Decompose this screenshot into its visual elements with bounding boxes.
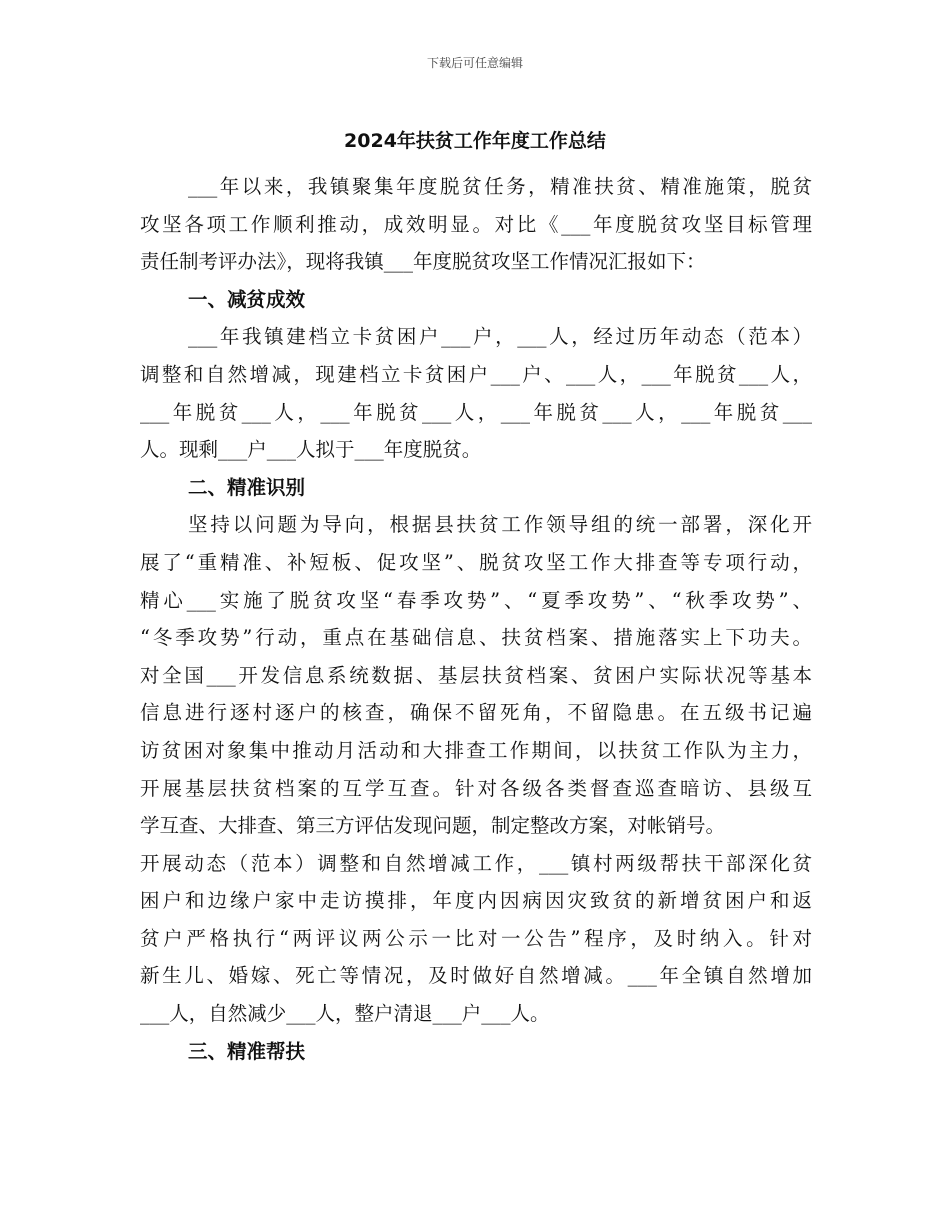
paragraph-line: 精心___实施了脱贫攻坚“春季攻势”、“夏季攻势”、“秋季攻势”、 bbox=[140, 588, 812, 612]
paragraph-line: 开展动态（范本）调整和自然增减工作，___镇村两级帮扶干部深化贫 bbox=[140, 851, 812, 875]
paragraph-line: 访贫困对象集中推动月活动和大排查工作期间，以扶贫工作队为主力， bbox=[140, 738, 812, 762]
paragraph-line: 责任制考评办法》，现将我镇___年度脱贫攻坚工作情况汇报如下： bbox=[140, 250, 706, 274]
paragraph-line: 困户和边缘户家中走访摸排，年度内因病因灾致贫的新增贫困户和返 bbox=[140, 889, 812, 913]
paragraph-line: ___年以来，我镇聚集年度脱贫任务，精准扶贫、精准施策，脱贫 bbox=[188, 175, 812, 198]
paragraph-line: 攻坚各项工作顺利推动，成效明显。对比《___年度脱贫攻坚目标管理 bbox=[140, 212, 812, 236]
paragraph-line: 展了“重精准、补短板、促攻坚”、脱贫攻坚工作大排查等专项行动， bbox=[140, 550, 812, 574]
paragraph-line: 调整和自然增减，现建档立卡贫困户___户、___人，___年脱贫___人， bbox=[140, 362, 812, 386]
paragraph-line: ___年我镇建档立卡贫困户___户，___人，经过历年动态（范本） bbox=[188, 325, 812, 349]
section-heading: 二、精准识别 bbox=[188, 475, 306, 499]
paragraph-line: 学互查、大排查、第三方评估发现问题，制定整改方案，对帐销号。 bbox=[140, 814, 726, 838]
paragraph-line: ___年脱贫___人，___年脱贫___人，___年脱贫___人，___年脱贫___ bbox=[140, 400, 812, 424]
document-body bbox=[140, 168, 812, 1070]
section-heading: 三、精准帮扶 bbox=[188, 1039, 306, 1063]
paragraph-line: 对全国___开发信息系统数据、基层扶贫档案、贫困户实际状况等基本 bbox=[140, 663, 812, 687]
paragraph-line: ___人，自然减少___人，整户清退___户___人。 bbox=[140, 1002, 550, 1026]
section-heading: 一、减贫成效 bbox=[188, 287, 306, 311]
document-title: 2024年扶贫工作年度工作总结 bbox=[344, 130, 606, 152]
header-note: 下载后可任意编辑 bbox=[426, 56, 523, 70]
paragraph-line: “冬季攻势”行动，重点在基础信息、扶贫档案、措施落实上下功夫。 bbox=[140, 626, 812, 650]
paragraph-line: 坚持以问题为导向，根据县扶贫工作领导组的统一部署，深化开 bbox=[188, 513, 812, 537]
paragraph-line: 人。现剩___户___人拟于___年度脱贫。 bbox=[140, 438, 482, 462]
paragraph-line: 开展基层扶贫档案的互学互查。针对各级各类督查巡查暗访、县级互 bbox=[140, 776, 812, 800]
paragraph-line: 新生儿、婚嫁、死亡等情况，及时做好自然增减。___年全镇自然增加 bbox=[140, 964, 812, 988]
paragraph-line: 贫户严格执行“两评议两公示一比对一公告”程序，及时纳入。针对 bbox=[140, 926, 812, 950]
paragraph-line: 信息进行逐村逐户的核查，确保不留死角，不留隐患。在五级书记遍 bbox=[140, 701, 812, 725]
